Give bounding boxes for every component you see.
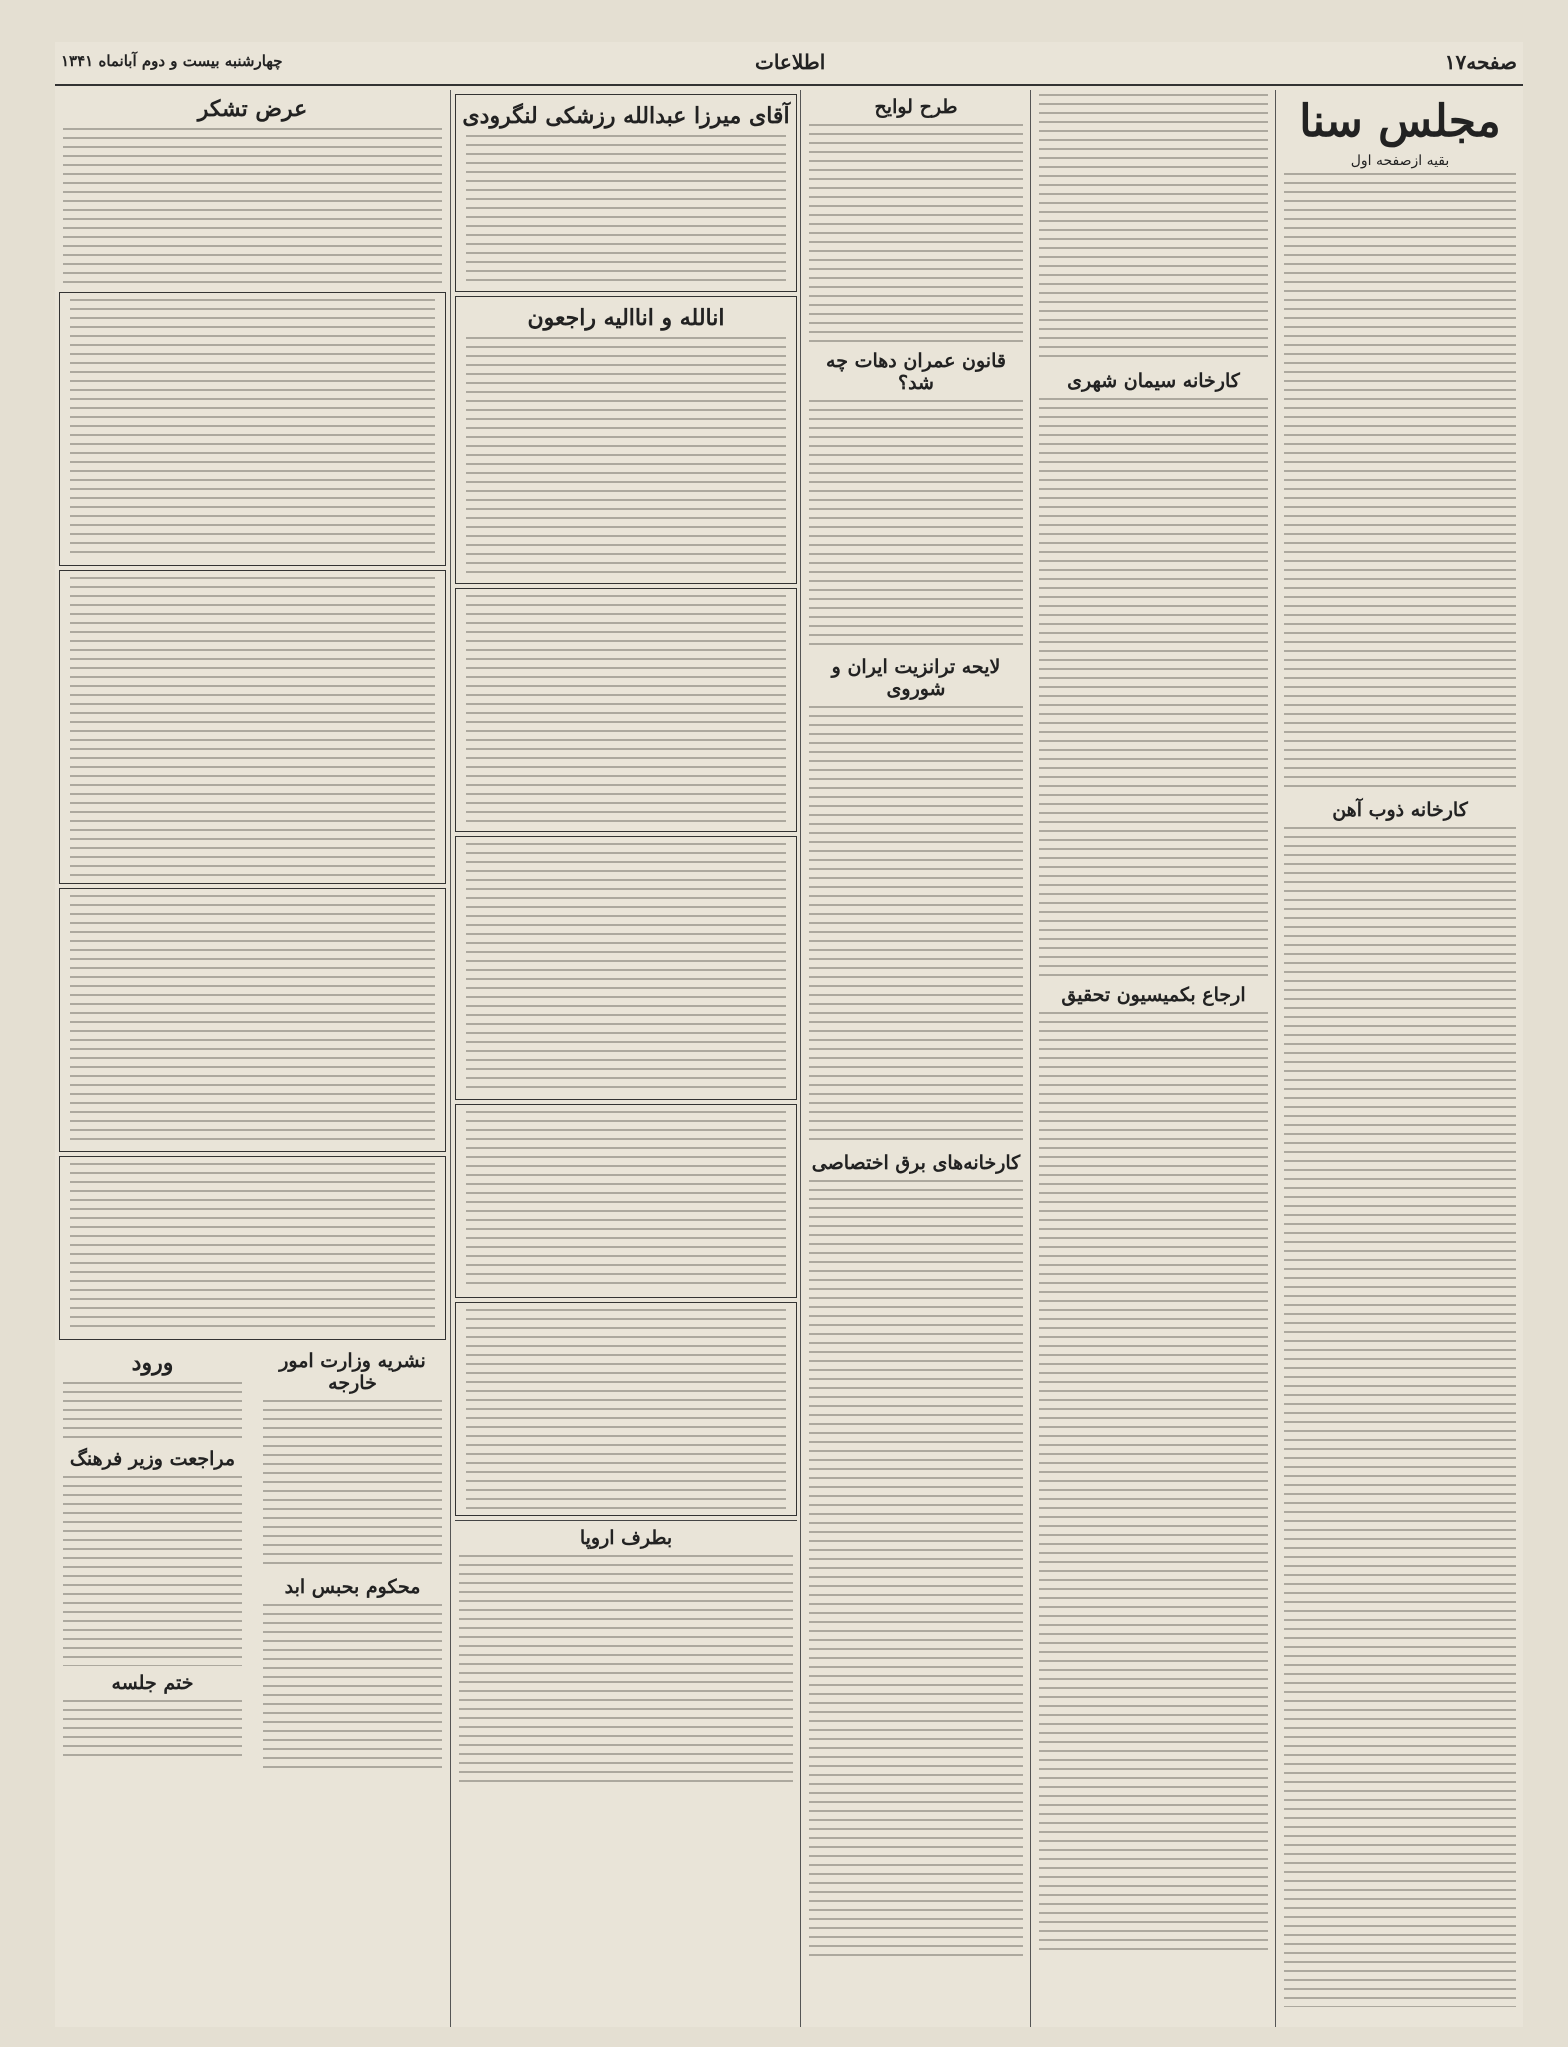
obit2-body [466, 337, 786, 577]
notices-block-d [455, 1302, 797, 1516]
notices-block-a [455, 588, 797, 832]
column-senate [1275, 90, 1524, 2027]
cement-headline: کارخانه سیمان شهری [1067, 370, 1240, 392]
masthead [55, 42, 1523, 86]
column-left [55, 90, 450, 2027]
obit2-headline: انالله و اناالیه راجعون [527, 305, 725, 331]
senate-sub: بقیه ازصفحه اول [1350, 153, 1450, 169]
page-number: صفحه۱۷ [1444, 50, 1517, 74]
arrival-headline: ورود [131, 1350, 174, 1376]
left-block-d [59, 1156, 446, 1340]
committee-body [1039, 1012, 1268, 1952]
end-session-headline: ختم جلسه [111, 1672, 194, 1694]
column-cement [1030, 90, 1276, 2027]
laws-body [809, 124, 1023, 344]
sentenced-headline: محکوم بحبس ابد [284, 1576, 421, 1598]
obituary-1 [455, 94, 797, 292]
obituary-2 [455, 296, 797, 584]
export-body [459, 1555, 793, 1785]
thanks-body [63, 128, 442, 288]
left-block-b [59, 570, 446, 884]
notices-block-b [455, 836, 797, 1100]
transit-body [809, 706, 1023, 1146]
column-laws [800, 90, 1031, 2027]
ministry-headline: نشریه وزارت امور خارجه [279, 1350, 426, 1394]
left-block-a [59, 292, 446, 566]
export-headline: بطرف اروپا [579, 1527, 673, 1549]
electric-body [809, 1180, 1023, 1960]
obit1-body [466, 135, 786, 285]
senate-body [1284, 173, 1516, 793]
villages-headline: قانون عمران دهات چه شد؟ [826, 350, 1006, 394]
electric-headline: کارخانه‌های برق اختصاصی [811, 1152, 1021, 1174]
thanks-headline: عرض تشکر [197, 96, 308, 122]
iron-body [1284, 827, 1516, 2007]
committee-headline: ارجاع بکمیسیون تحقیق [1061, 984, 1246, 1006]
culture-headline: مراجعت وزیر فرهنگ [69, 1448, 236, 1470]
iron-headline: کارخانه ذوب آهن [1332, 799, 1468, 821]
left-bottom-area [55, 1344, 450, 1784]
transit-headline: لایحه ترانزیت ایران و شوروی [831, 656, 1001, 700]
villages-body [809, 400, 1023, 650]
paper-name: اطلاعات [755, 50, 826, 74]
left-block-c [59, 888, 446, 1152]
issue-date: چهارشنبه بیست و دوم آبانماه ۱۳۴۱ [61, 52, 283, 70]
laws-headline: طرح لوایح [874, 96, 958, 118]
notices-block-c [455, 1104, 797, 1298]
cement-body [1039, 398, 1268, 978]
obit1-headline: آقای میرزا عبدالله رزشکی لنگرودی [462, 103, 790, 129]
column-notices [450, 90, 801, 2027]
senate-headline: مجلس سنا [1299, 96, 1501, 147]
col2-top-body [1039, 94, 1268, 364]
newspaper-page [55, 42, 1523, 2027]
